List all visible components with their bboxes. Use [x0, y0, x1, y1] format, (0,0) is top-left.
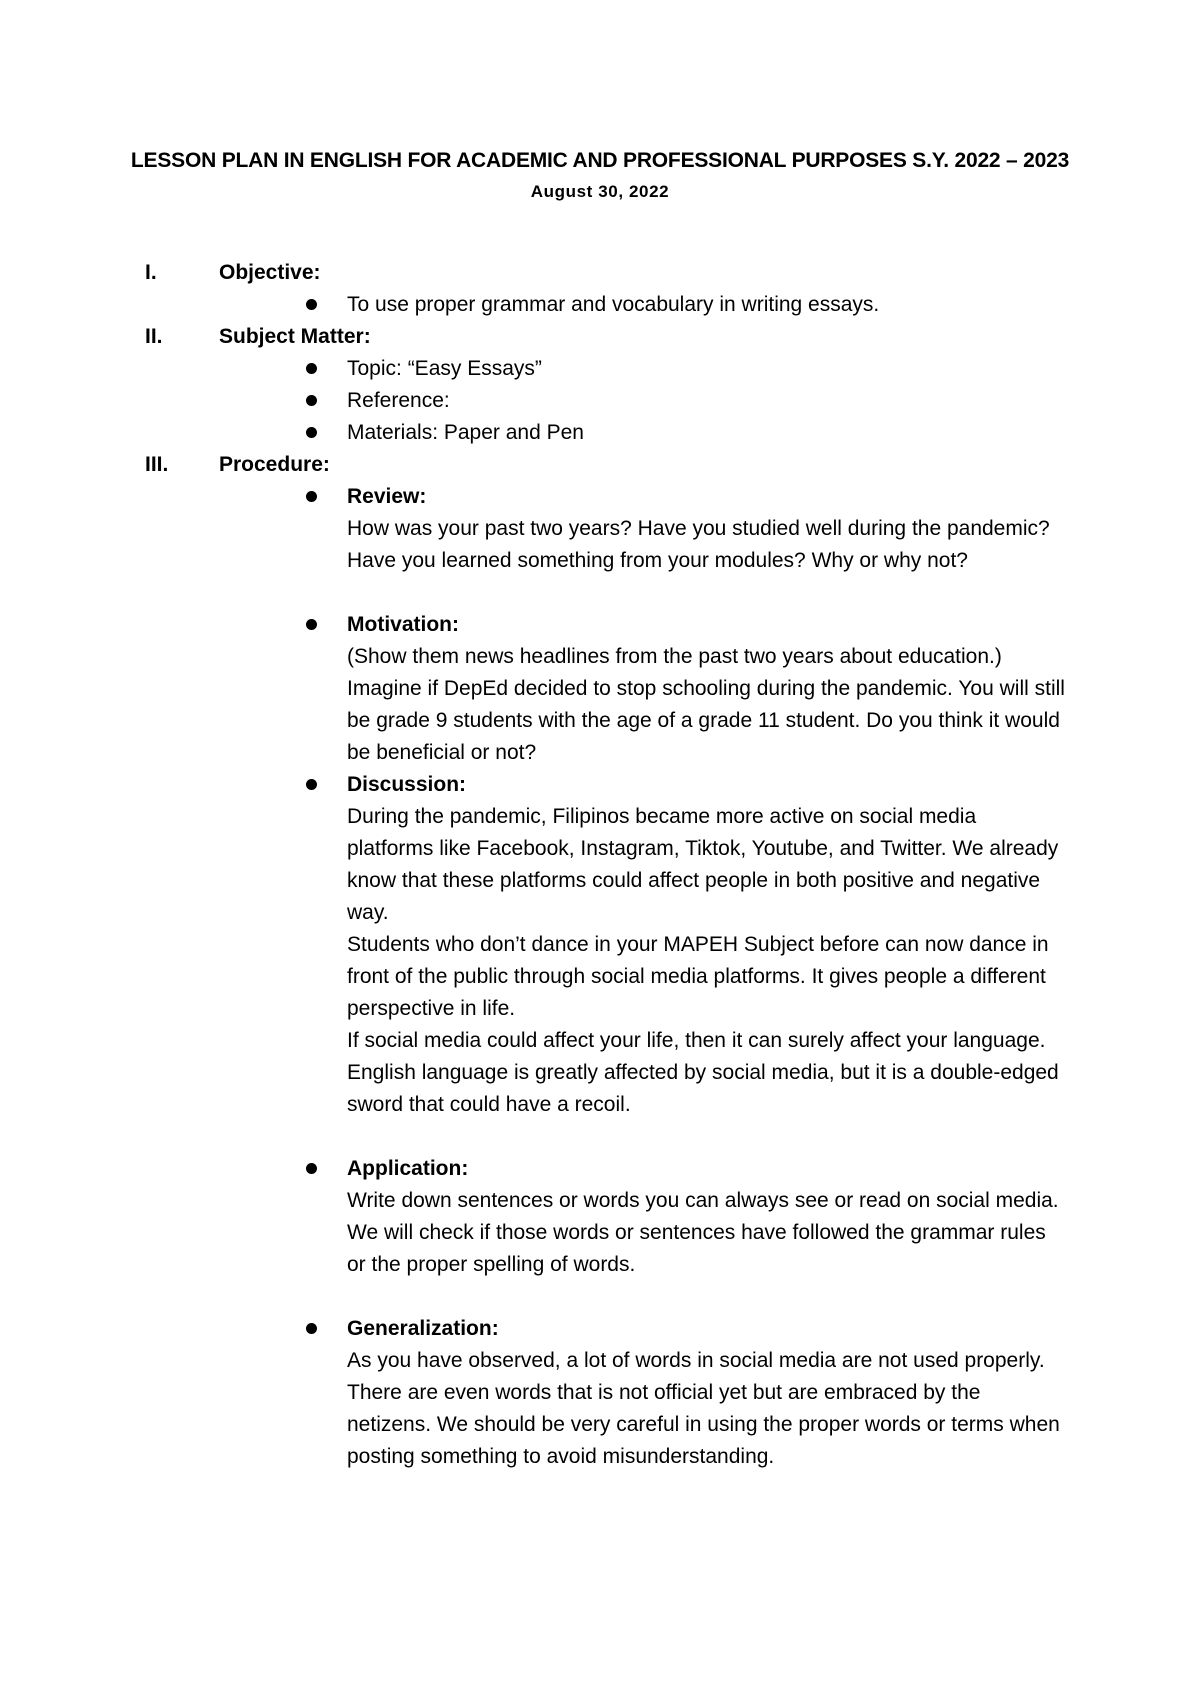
- bullet-icon: [306, 395, 317, 406]
- bullet-icon: [306, 1163, 317, 1174]
- section-label: Objective:: [219, 261, 321, 284]
- discussion-paragraph: During the pandemic, Filipinos became more active on social media platforms like Facebook, Instagram, Tiktok, Youtube, and Twitter. We already know that these platforms could affect people in both positive and negative way.: [347, 805, 1059, 924]
- section-numeral: II.: [145, 325, 163, 348]
- procedure-discussion: [0, 769, 1067, 1121]
- list-item: [0, 385, 1067, 417]
- section-label: Subject Matter:: [219, 325, 371, 348]
- list-item-text: Materials: Paper and Pen: [347, 421, 584, 444]
- generalization-label: Generalization:: [347, 1317, 499, 1340]
- blank-line: [0, 1281, 1200, 1313]
- bullet-icon: [306, 363, 317, 374]
- review-text: How was your past two years? Have you studied well during the pandemic? Have you learned something from your modules? Why or why not?: [347, 517, 1050, 572]
- list-item: [0, 289, 1067, 321]
- generalization-text: As you have observed, a lot of words in social media are not used properly. There are even words that is not official yet but are embraced by the netizens. We should be very careful in using the proper words or terms when posting something to avoid misunderstanding.: [347, 1349, 1060, 1468]
- application-label: Application:: [347, 1157, 469, 1180]
- list-item: [0, 353, 1067, 385]
- blank-line: [0, 577, 1200, 609]
- discussion-label: Discussion:: [347, 773, 467, 796]
- bullet-icon: [306, 491, 317, 502]
- list-item-text: Topic: “Easy Essays”: [347, 357, 542, 380]
- procedure-generalization: [0, 1313, 1067, 1473]
- bullet-icon: [306, 779, 317, 790]
- review-label: Review:: [347, 485, 427, 508]
- procedure-review: [0, 481, 1067, 577]
- section-numeral: I.: [145, 261, 157, 284]
- procedure-application: [0, 1153, 1067, 1281]
- procedure-motivation: [0, 609, 1067, 769]
- list-item-text: Reference:: [347, 389, 450, 412]
- section-label: Procedure:: [219, 453, 330, 476]
- list-item-text: To use proper grammar and vocabulary in writing essays.: [347, 293, 880, 316]
- bullet-icon: [306, 299, 317, 310]
- discussion-paragraph: Students who don’t dance in your MAPEH Subject before can now dance in front of the public through social media platforms. It gives people a different perspective in life.: [347, 933, 1049, 1020]
- blank-line: [0, 1121, 1200, 1153]
- section-numeral: III.: [145, 453, 169, 476]
- section-procedure-heading: [0, 449, 1200, 481]
- bullet-icon: [306, 427, 317, 438]
- discussion-paragraph: If social media could affect your life, then it can surely affect your language. English language is greatly affected by social media, but it is a double-edged sword that could have a recoil.: [347, 1029, 1059, 1116]
- lesson-body: [0, 257, 1200, 1473]
- bullet-icon: [306, 1323, 317, 1334]
- application-text: Write down sentences or words you can always see or read on social media. We will check if those words or sentences have followed the grammar rules or the proper spelling of words.: [347, 1189, 1059, 1276]
- page-title: LESSON PLAN IN ENGLISH FOR ACADEMIC AND PROFESSIONAL PURPOSES S.Y. 2022 – 2023: [130, 149, 1070, 172]
- motivation-label: Motivation:: [347, 613, 459, 636]
- section-subject-matter-heading: [0, 321, 1200, 353]
- motivation-text: (Show them news headlines from the past two years about education.) Imagine if DepEd decided to stop schooling during the pandemic. You will still be grade 9 students with the age of a grade 11 student. Do you think it would be beneficial or not?: [347, 645, 1065, 764]
- section-objective-heading: [0, 257, 1200, 289]
- bullet-icon: [306, 619, 317, 630]
- list-item: [0, 417, 1067, 449]
- lesson-date: August 30, 2022: [530, 182, 670, 201]
